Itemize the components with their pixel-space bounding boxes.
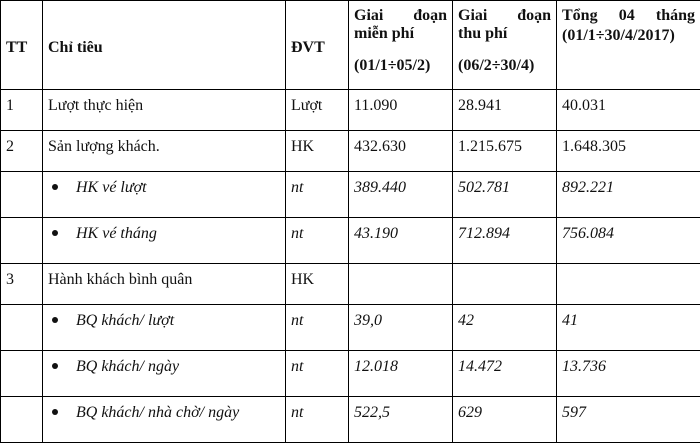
sub-item-label: HK vé tháng <box>76 225 157 243</box>
cell-total: 40.031 <box>557 90 700 131</box>
cell-total <box>557 264 700 305</box>
cell-paid: 14.472 <box>453 351 557 397</box>
cell-tt <box>1 397 43 443</box>
bullet-icon <box>52 317 58 323</box>
cell-tt: 1 <box>1 90 43 131</box>
header-paid-word3: thu phí <box>458 25 507 42</box>
cell-dvt: nt <box>286 351 349 397</box>
cell-label <box>43 397 286 443</box>
bullet-icon <box>52 184 58 190</box>
bullet-icon <box>52 363 58 369</box>
cell-total: 892.221 <box>557 172 700 218</box>
header-chi-tieu: Chỉ tiêu <box>43 1 286 90</box>
cell-free: 39,0 <box>349 305 453 351</box>
header-paid-period: (06/2÷30/4) <box>458 57 551 75</box>
cell-tt <box>1 172 43 218</box>
cell-label: Sản lượng khách. <box>43 131 286 172</box>
sub-item-label: BQ khách/ nhà chờ/ ngày <box>76 404 239 422</box>
header-total <box>557 1 700 90</box>
cell-tt: 3 <box>1 264 43 305</box>
cell-paid: 1.215.675 <box>453 131 557 172</box>
cell-paid <box>453 264 557 305</box>
cell-dvt: nt <box>286 305 349 351</box>
cell-label <box>43 218 286 264</box>
bullet-icon <box>52 409 58 415</box>
cell-free: 12.018 <box>349 351 453 397</box>
table-row <box>1 397 700 443</box>
table-row <box>1 218 700 264</box>
cell-free <box>349 264 453 305</box>
header-free-period: (01/1÷05/2) <box>354 57 447 75</box>
cell-label: Hành khách bình quân <box>43 264 286 305</box>
cell-paid: 502.781 <box>453 172 557 218</box>
cell-free: 389.440 <box>349 172 453 218</box>
cell-total: 597 <box>557 397 700 443</box>
cell-label: Lượt thực hiện <box>43 90 286 131</box>
table-row <box>1 172 700 218</box>
cell-total: 41 <box>557 305 700 351</box>
header-paid-word2: đoạn <box>517 7 551 25</box>
cell-dvt: nt <box>286 172 349 218</box>
header-paid-stage <box>453 1 557 90</box>
cell-paid: 712.894 <box>453 218 557 264</box>
sub-item-label: HK vé lượt <box>76 179 147 197</box>
bullet-icon <box>52 230 58 236</box>
cell-paid: 42 <box>453 305 557 351</box>
header-free-word1: Giai <box>354 7 383 25</box>
header-paid-word1: Giai <box>458 7 487 25</box>
header-free-stage <box>349 1 453 90</box>
header-free-word2: đoạn <box>413 7 447 25</box>
cell-free: 432.630 <box>349 131 453 172</box>
cell-dvt: Lượt <box>286 90 349 131</box>
cell-tt <box>1 305 43 351</box>
cell-free: 43.190 <box>349 218 453 264</box>
cell-dvt: nt <box>286 397 349 443</box>
table-row <box>1 90 700 131</box>
sub-item-label: BQ khách/ ngày <box>76 358 179 376</box>
header-total-word3: tháng <box>656 7 695 25</box>
cell-tt <box>1 218 43 264</box>
table-row <box>1 131 700 172</box>
header-free-word3: miễn phí <box>354 25 414 42</box>
header-row <box>1 1 700 90</box>
cell-tt: 2 <box>1 131 43 172</box>
table-row <box>1 264 700 305</box>
cell-dvt: HK <box>286 131 349 172</box>
cell-label <box>43 351 286 397</box>
header-total-period: (01/1÷30/4/2017) <box>562 27 695 45</box>
cell-total: 756.084 <box>557 218 700 264</box>
cell-dvt: nt <box>286 218 349 264</box>
cell-free: 11.090 <box>349 90 453 131</box>
table-row <box>1 351 700 397</box>
cell-tt <box>1 351 43 397</box>
sub-item-label: BQ khách/ lượt <box>76 312 174 330</box>
cell-label <box>43 172 286 218</box>
cell-free: 522,5 <box>349 397 453 443</box>
cell-paid: 28.941 <box>453 90 557 131</box>
cell-paid: 629 <box>453 397 557 443</box>
cell-dvt: HK <box>286 264 349 305</box>
cell-total: 13.736 <box>557 351 700 397</box>
header-tt: TT <box>1 1 43 90</box>
cell-label <box>43 305 286 351</box>
header-total-word2: 04 <box>619 7 635 25</box>
header-dvt: ĐVT <box>286 1 349 90</box>
header-total-word1: Tổng <box>562 7 598 25</box>
cell-total: 1.648.305 <box>557 131 700 172</box>
table-row <box>1 305 700 351</box>
